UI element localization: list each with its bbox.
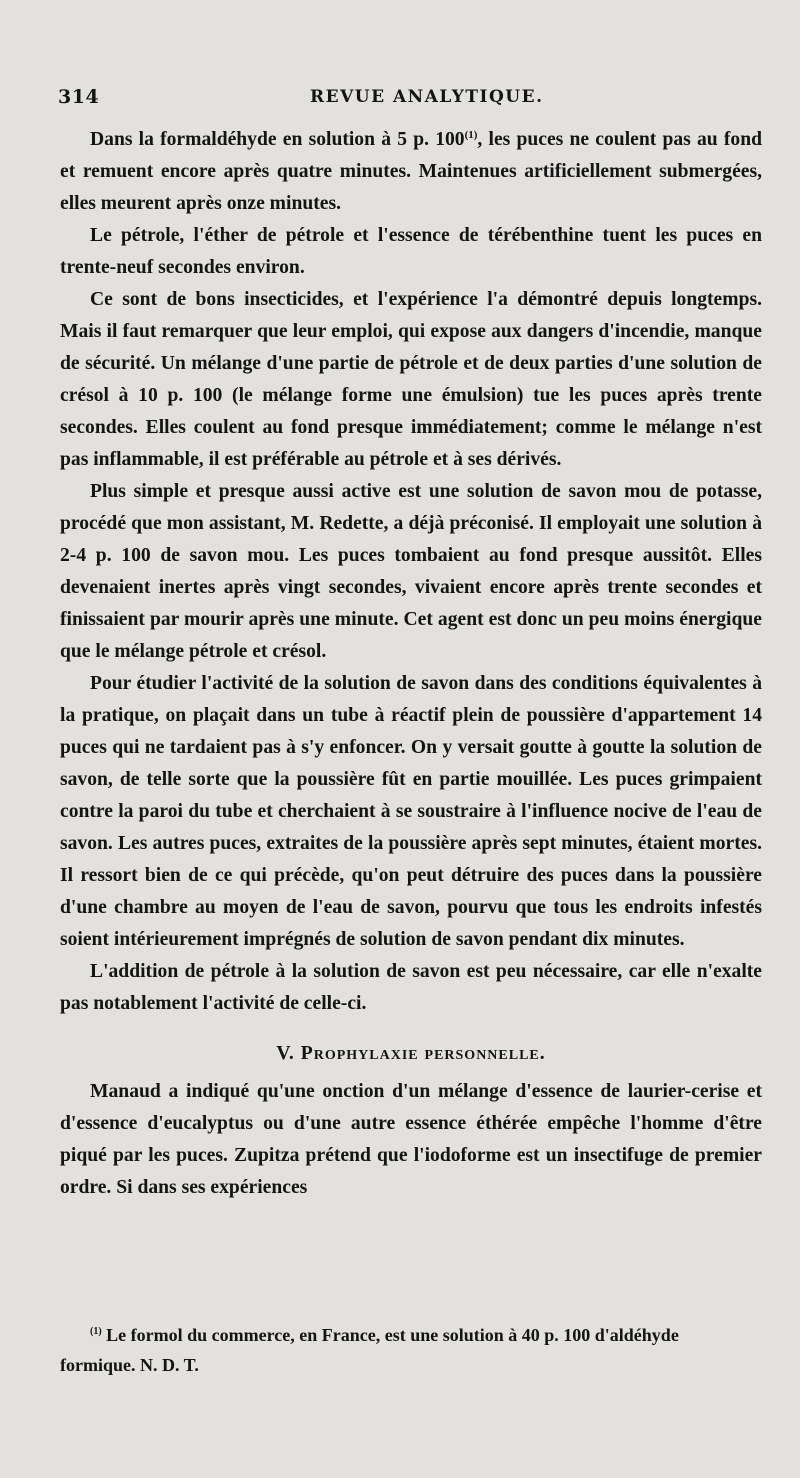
paragraph-formaldehyde	[60, 124, 762, 220]
page-header	[58, 86, 760, 116]
running-title: REVUE ANALYTIQUE.	[310, 87, 544, 107]
paragraph-insecticides: Ce sont de bons insecticides, et l'expérience l'a démontré depuis longtemps. Mais il faut remarquer que leur emploi, qui expose aux dangers d'incendie, manque de sécurité. Un mélange d'une partie de pétrole et de deux parties d'une solution de crésol à 10 p. 100 (le mélange forme une émulsion) tue les puces après trente secondes. Elles coulent au fond presque immédiatement; comme le mélange n'est pas inflammable, il est préférable au pétrole et à ses dérivés.	[60, 289, 762, 470]
page-number: 314	[58, 86, 100, 108]
paragraph-text: , les puces ne coulent pas au fond et remuent encore après quatre minutes. Maintenues artificiellement submergées, elles meurent après onze minutes.	[60, 129, 762, 214]
paragraph-text: Dans la formaldéhyde en solution à 5 p. 100	[90, 129, 465, 150]
footnote-mark: (1)	[90, 1326, 102, 1337]
paragraph-experience: Pour étudier l'activité de la solution de savon dans des conditions équivalentes à la pratique, on plaçait dans un tube à réactif plein de poussière d'appartement 14 puces qui ne tardaient pas à s'y enfoncer. On y versait goutte à goutte la solution de savon, de telle sorte que la poussière fût en partie mouillée. Les puces grimpaient contre la paroi du tube et cherchaient à se soustraire à l'influence nocive de l'eau de savon. Les autres puces, extraites de la poussière après sept minutes, étaient mortes. Il ressort bien de ce qui précède, qu'on peut détruire des puces dans la poussière d'une chambre au moyen de l'eau de savon, pourvu que tous les endroits infestés soient intérieurement imprégnés de solution de savon pendant dix minutes.	[60, 673, 762, 950]
paragraph-addition: L'addition de pétrole à la solution de savon est peu nécessaire, car elle n'exalte pas notablement l'activité de celle-ci.	[60, 961, 762, 1014]
body-text	[60, 124, 762, 1204]
footnote-text: Le formol du commerce, en France, est une solution à 40 p. 100 d'aldéhyde formique. N. D. T.	[60, 1325, 679, 1375]
paragraph-manaud: Manaud a indiqué qu'une onction d'un mélange d'essence de laurier-cerise et d'essence d'eucalyptus ou d'une autre essence éthérée empêche l'homme d'être piqué par les puces. Zupitza prétend que l'iodoforme est un insectifuge de premier ordre. Si dans ses expériences	[60, 1081, 762, 1198]
paragraph-petrole: Le pétrole, l'éther de pétrole et l'essence de térébenthine tuent les puces en trente-neuf secondes environ.	[60, 225, 762, 278]
section-heading	[60, 1038, 762, 1070]
paragraph-savon: Plus simple et presque aussi active est une solution de savon mou de potasse, procédé que mon assistant, M. Redette, a déjà préconisé. Il employait une solution à 2-4 p. 100 de savon mou. Les puces tombaient au fond presque aussitôt. Elles devenaient inertes après vingt secondes, vivaient encore après trente secondes et finissaient par mourir après une minute. Cet agent est donc un peu moins énergique que le mélange pétrole et crésol.	[60, 481, 762, 662]
footnote	[60, 1320, 750, 1380]
section-title: Prophylaxie personnelle.	[300, 1043, 546, 1064]
section-number: V.	[276, 1043, 295, 1064]
footnote-reference: (1)	[464, 129, 478, 141]
